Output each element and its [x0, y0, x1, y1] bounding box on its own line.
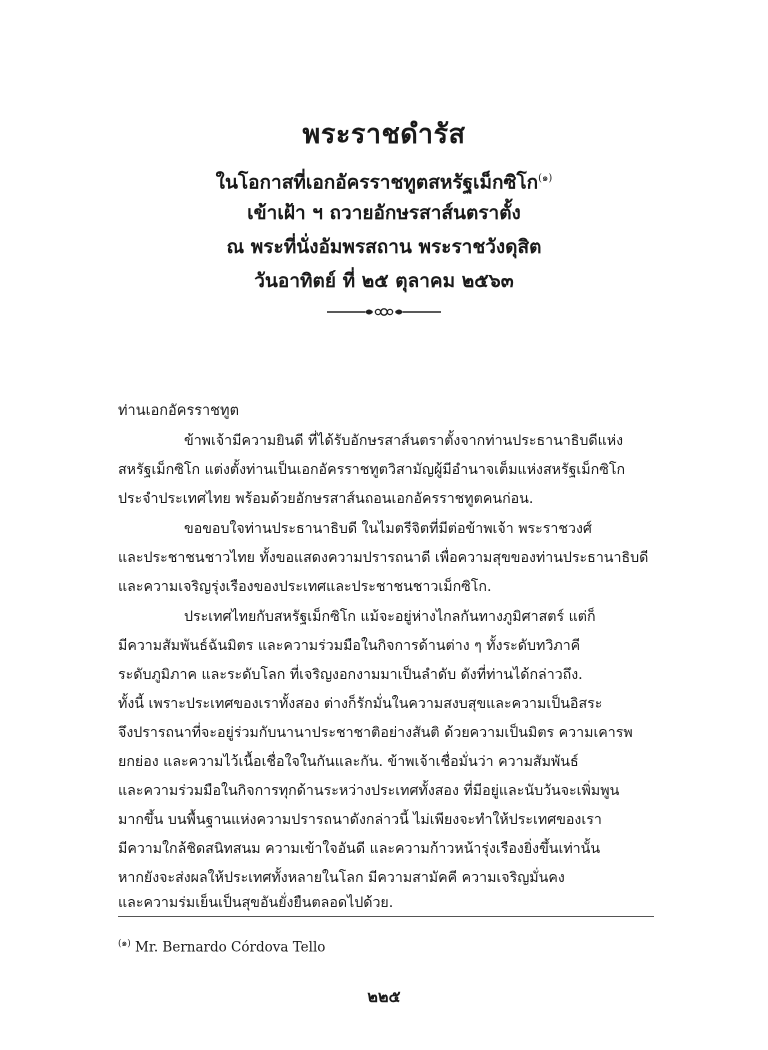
footnote-divider [118, 916, 654, 917]
text-line: ประจำประเทศไทย พร้อมด้วยอักษรสาส์นถอนเอกอัครราชทูตคนก่อน. [118, 491, 534, 507]
text-line: สหรัฐเม็กซิโก แต่งตั้งท่านเป็นเอกอัครราชทูตวิสามัญผู้มีอำนาจเต็มแห่งสหรัฐเม็กซิโก [118, 462, 626, 478]
text-line: และประชาชนชาวไทย ทั้งขอแสดงความปรารถนาดี เพื่อความสุขของท่านประธานาธิบดี [118, 550, 649, 566]
text-line: ข้าพเจ้ามีความยินดี ที่ได้รับอักษรสาส์นตราตั้งจากท่านประธานาธิบดีแห่ง [184, 433, 624, 449]
text-line: และความร่มเย็นเป็นสุขอันยั่งยืนตลอดไปด้วย. [118, 895, 394, 911]
salutation: ท่านเอกอัครราชทูต [118, 403, 239, 419]
text-line: หากยังจะส่งผลให้ประเทศทั้งหลายในโลก มีความสามัคคี ความเจริญมั่นคง [118, 870, 565, 886]
ornament-divider-icon [325, 305, 443, 319]
text-line: ระดับภูมิภาค และระดับโลก ที่เจริญงอกงามมาเป็นลำดับ ดังที่ท่านได้กล่าวถึง. [118, 667, 583, 683]
text-line: ขอขอบใจท่านประธานาธิบดี ในไมตรีจิตที่มีต่อข้าพเจ้า พระราชวงศ์ [184, 521, 592, 537]
footnote-marker: (๑) [118, 939, 131, 949]
subtitle-line-1 [0, 162, 768, 199]
text-line: ยกย่อง และความไว้เนื้อเชื่อใจในกันและกัน. ข้าพเจ้าเชื่อมั่นว่า ความสัมพันธ์ [118, 754, 579, 770]
footnote [118, 934, 325, 958]
text-line: และความร่วมมือในกิจการทุกด้านระหว่างประเทศทั้งสอง ที่มีอยู่และนับวันจะเพิ่มพูน [118, 783, 620, 799]
subtitle-line-4: วันอาทิตย์ ที่ ๒๕ ตุลาคม ๒๕๖๓ [254, 270, 514, 292]
text-line: มากขึ้น บนพื้นฐานแห่งความปรารถนาดังกล่าวนี้ ไม่เพียงจะทำให้ประเทศของเรา [118, 812, 602, 828]
text-line: และความเจริญรุ่งเรืองของประเทศและประชาชนชาวเม็กซิโก. [118, 579, 492, 595]
footnote-reference[interactable]: (๑) [538, 173, 553, 184]
subtitle-line-1-text: ในโอกาสที่เอกอัครราชทูตสหรัฐเม็กซิโก [215, 171, 539, 194]
text-line: มีความสัมพันธ์ฉันมิตร และความร่วมมือในกิจการด้านต่าง ๆ ทั้งระดับทวิภาคี [118, 638, 581, 654]
text-line: จึงปรารถนาที่จะอยู่ร่วมกับนานาประชาชาติอย่างสันติ ด้วยความเป็นมิตร ความเคารพ [118, 725, 633, 741]
subtitle-line-2: เข้าเฝ้า ฯ ถวายอักษรสาส์นตราตั้ง [247, 202, 521, 224]
subtitle-line-3: ณ พระที่นั่งอัมพรสถาน พระราชวังดุสิต [226, 236, 542, 258]
page-title: พระราชดำรัส [302, 119, 466, 150]
page-number: ๒๒๕ [367, 987, 401, 1006]
text-line: ทั้งนี้ เพราะประเทศของเราทั้งสอง ต่างก็รักมั่นในความสงบสุขและความเป็นอิสระ [118, 696, 603, 712]
text-line: มีความใกล้ชิดสนิทสนม ความเข้าใจอันดี และความก้าวหน้ารุ่งเรืองยิ่งขึ้นเท่านั้น [118, 841, 601, 857]
text-line: ประเทศไทยกับสหรัฐเม็กซิโก แม้จะอยู่ห่างไกลกันทางภูมิศาสตร์ แต่ก็ [184, 609, 596, 625]
footnote-text: Mr. Bernardo Córdova Tello [135, 939, 326, 956]
